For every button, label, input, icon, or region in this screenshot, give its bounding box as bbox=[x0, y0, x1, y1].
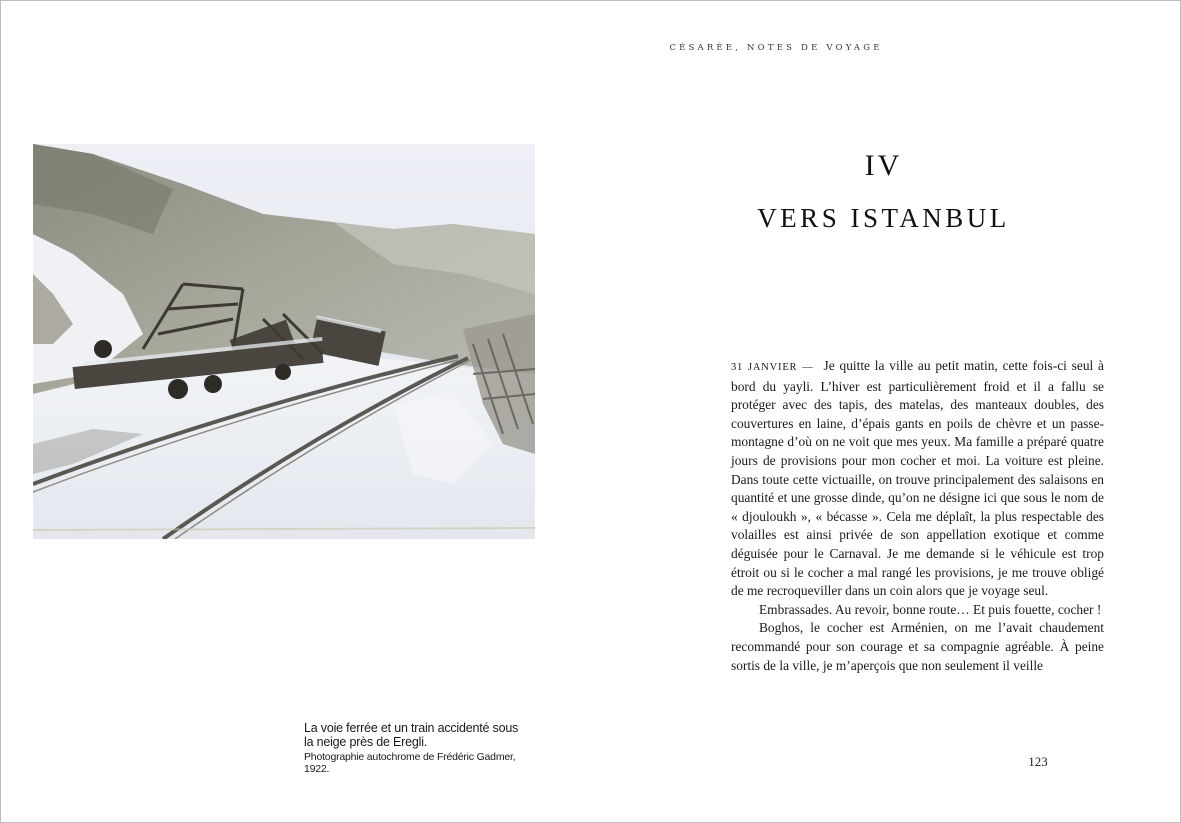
paragraph-3: Boghos, le cocher est Arménien, on me l’avait chaudement recommandé pour son courage et sa compagnie agréable. À peine sortis de la ville, je m’aperçois que non seulement il veille bbox=[731, 620, 1104, 673]
chapter-number: IV bbox=[864, 149, 903, 182]
photo-caption bbox=[304, 721, 524, 775]
caption-main: La voie ferrée et un train accidenté sous la neige près de Eregli. bbox=[304, 721, 519, 749]
caption-credit: Photographie autochrome de Frédéric Gadmer, 1922. bbox=[304, 751, 516, 775]
chapter-title: VERS ISTANBUL bbox=[757, 203, 1010, 233]
running-head: CÉSARÉE, NOTES DE VOYAGE bbox=[669, 43, 883, 53]
paragraph-1-text: Je quitte la ville au petit matin, cette fois-ci seul à bord du yayli. L’hiver est particulièrement froid et il a fallu se protéger avec des tapis, des matelas, des manteaux doubles, des couvertures en laine, d’épais gants en poils de chèvre et un passe-montagne d’où on ne voit que mes yeux. Ma famille a préparé quatre jours de provisions pour mon cocher et moi. La voiture est pleine. Dans toute cette victuaille, on trouve principalement des salaisons en quantité et une grosse dinde, qu’on ne désigne ici que sous le nom de « djouloukh », « bécasse ». Cela me déplaît, la plus respectable des volailles est ainsi privée de son appellation exotique et comme déguisée pour le Carnaval. Je me demande si le véhicule est trop étroit ou si le cocher a mal rangé les provisions, je me trouve obligé de me recroqueviller dans un coin alors que je voyage seul. bbox=[731, 358, 1104, 599]
body-text bbox=[731, 357, 1104, 675]
train-wreck-photo bbox=[33, 144, 535, 539]
paragraph-1 bbox=[731, 357, 1104, 601]
paragraph-2: Embrassades. Au revoir, bonne route… Et puis fouette, cocher ! bbox=[759, 601, 1102, 617]
page-number: 123 bbox=[1028, 754, 1048, 769]
date-label: 31 JANVIER — bbox=[731, 362, 814, 373]
